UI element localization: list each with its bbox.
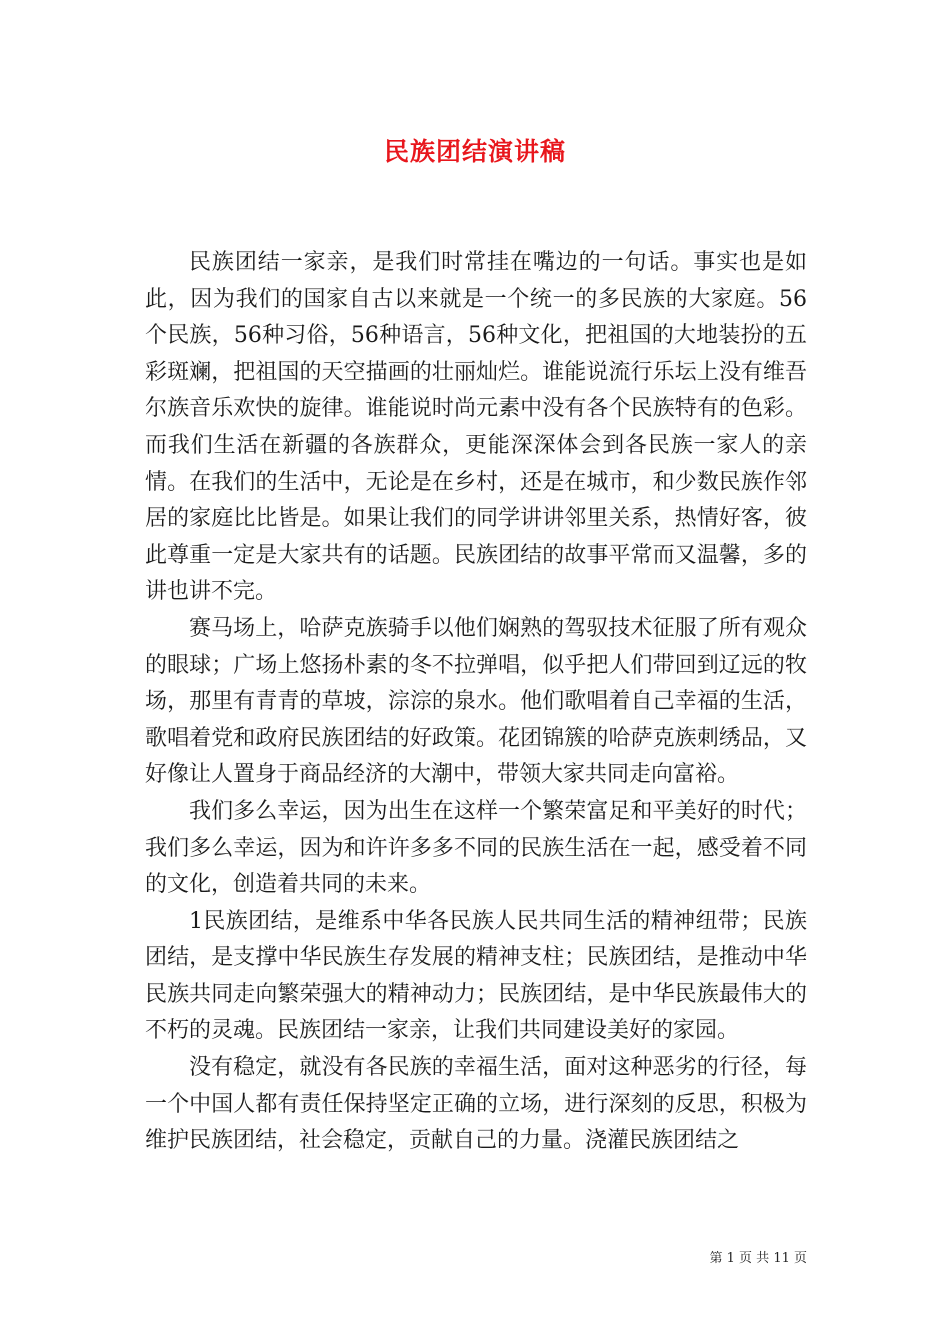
document-title: 民族团结演讲稿 [383, 137, 566, 166]
page-number-footer: 第 1 页 共 11 页 [709, 1251, 807, 1266]
paragraph-1: 民族团结一家亲，是我们时常挂在嘴边的一句话。事实也是如此，因为我们的国家自古以来就是一个统一的多民族的大家庭。56个民族，56种习俗，56种语言，56种文化，把祖国的大地装扮的五彩斑斓，把祖国的天空描画的壮丽灿烂。谁能说流行乐坛上没有维吾尔族音乐欢快的旋律。谁能说时尚元素中没有各个民族特有的色彩。而我们生活在新疆的各族群众，更能深深体会到各民族一家人的亲情。在我们的生活中，无论是在乡村，还是在城市，和少数民族作邻居的家庭比比皆是。如果让我们的同学讲讲邻里关系，热情好客，彼此尊重一定是大家共有的话题。民族团结的故事平常而又温馨，多的讲也讲不完。 [145, 250, 807, 605]
paragraph-5: 没有稳定，就没有各民族的幸福生活，面对这种恶劣的行径，每一个中国人都有责任保持坚定正确的立场，进行深刻的反思，积极为维护民族团结，社会稳定，贡献自己的力量。浇灌民族团结之 [145, 1055, 807, 1154]
document-body [145, 245, 807, 1160]
paragraph-4: 1民族团结，是维系中华各民族人民共同生活的精神纽带；民族团结，是支撑中华民族生存发展的精神支柱；民族团结，是推动中华民族共同走向繁荣强大的精神动力；民族团结，是中华民族最伟大的不朽的灵魂。民族团结一家亲，让我们共同建设美好的家园。 [145, 908, 807, 1044]
paragraph-3: 我们多么幸运，因为出生在这样一个繁荣富足和平美好的时代；我们多么幸运，因为和许许多多不同的民族生活在一起，感受着不同的文化，创造着共同的未来。 [145, 798, 807, 898]
paragraph-2: 赛马场上，哈萨克族骑手以他们娴熟的驾驭技术征服了所有观众的眼球；广场上悠扬朴素的冬不拉弹唱，似乎把人们带回到辽远的牧场，那里有青青的草坡，淙淙的泉水。他们歌唱着自己幸福的生活，歌唱着党和政府民族团结的好政策。花团锦簇的哈萨克族刺绣品，又好像让人置身于商品经济的大潮中，带领大家共同走向富裕。 [145, 615, 807, 788]
